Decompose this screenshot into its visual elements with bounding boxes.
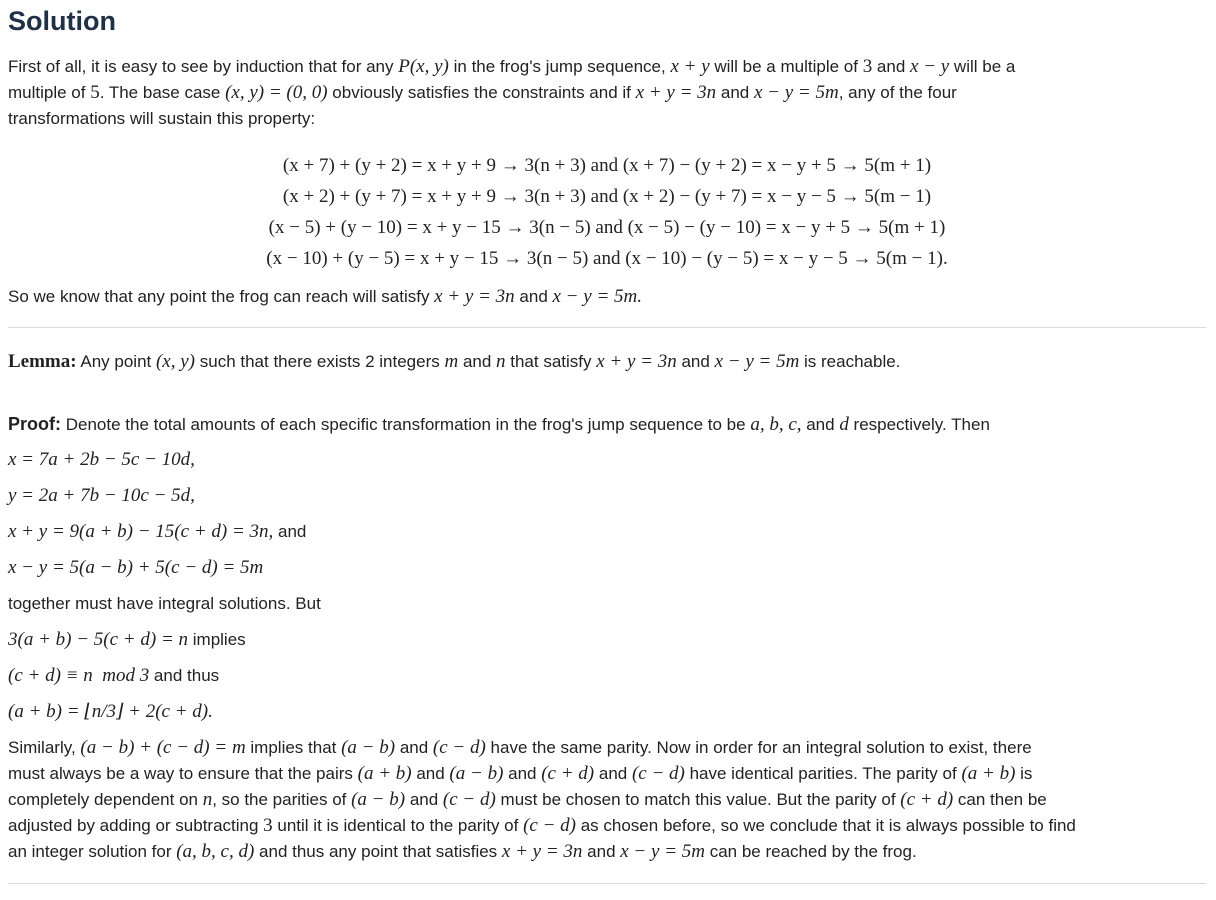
proof-equation (8, 519, 306, 545)
math: x + y = 3n (434, 286, 515, 307)
math: n (496, 351, 506, 372)
text: and (458, 352, 497, 371)
proof-equation (8, 627, 246, 653)
text: and (582, 842, 621, 861)
math: x − y = 5m (620, 841, 705, 862)
math: (c + d) ≡ n mod 3 (8, 665, 150, 686)
text: adjusted by adding or subtracting (8, 816, 264, 835)
text: and (405, 790, 443, 809)
text: that satisfy (505, 352, 597, 371)
text: So we know that any point the frog can reach will satisfy (8, 287, 435, 306)
text: , any of the four (838, 83, 957, 102)
math: a, b, c, (750, 414, 802, 435)
proof-paragraph-line (8, 839, 917, 865)
text: as chosen before, so we conclude that it is always possible to find (576, 816, 1076, 835)
equation-row: (x + 2) + (y + 7) = x + y + 9 → 3(n + 3) and (x + 2) − (y + 7) = x − y − 5 → 5(m − 1) (282, 186, 932, 207)
text: must be chosen to match this value. But the parity of (495, 790, 901, 809)
proof-equation (8, 663, 219, 689)
text: until it is identical to the parity of (272, 816, 524, 835)
text: have the same parity. Now in order for an integral solution to exist, there (485, 738, 1032, 757)
math: (a + b) = ⌊n/3⌋ + 2(c + d). (8, 701, 213, 722)
text: will be a (949, 57, 1016, 76)
text: can be reached by the frog. (704, 842, 917, 861)
math: (c + d) (900, 789, 954, 810)
text: implies that (245, 738, 342, 757)
conclusion-line (8, 284, 642, 310)
lemma-line (8, 349, 900, 375)
text: and (503, 764, 542, 783)
divider (8, 883, 1206, 884)
text: and (411, 764, 450, 783)
text: completely dependent on (8, 790, 203, 809)
proof-paragraph-line (8, 813, 1076, 839)
proof-text: together must have integral solutions. But (8, 594, 321, 613)
math: x + y = 9(a + b) − 15(c + d) = 3n, (8, 521, 274, 542)
proof-paragraph-line (8, 735, 1032, 761)
lemma-label: Lemma: (8, 351, 77, 372)
proof-paragraph-line (8, 761, 1032, 787)
section-heading: Solution (8, 6, 116, 36)
math: (a + b) (961, 763, 1016, 784)
text: can then be (953, 790, 1047, 809)
math: (c − d) (432, 737, 486, 758)
math: P(x, y) (398, 56, 449, 77)
math: x + y (670, 56, 710, 77)
text: and (801, 415, 840, 434)
math: x + y = 3n (635, 82, 717, 103)
math: (x, y) (155, 351, 196, 372)
math: 3 (263, 815, 273, 836)
text: respectively. Then (848, 415, 990, 434)
math: x − y = 5m. (552, 286, 642, 307)
divider (8, 327, 1206, 328)
text: , so the parities of (212, 790, 352, 809)
math: (a − b) (351, 789, 406, 810)
math: (a − b) + (c − d) = m (80, 737, 246, 758)
text: Similarly, (8, 738, 81, 757)
math: x + y = 3n (501, 841, 583, 862)
math: x + y = 3n (596, 351, 677, 372)
text: and (594, 764, 632, 783)
proof-equation (8, 555, 263, 581)
text: is reachable. (799, 352, 901, 371)
math: x − y = 5m (753, 82, 839, 103)
text: and thus any point that satisfies (254, 842, 502, 861)
math: n (202, 789, 213, 810)
text: Any point (76, 352, 156, 371)
proof-label: Proof: (8, 414, 61, 434)
text: and (395, 738, 433, 757)
math: (x, y) = (0, 0) (225, 82, 328, 103)
math: x = 7a + 2b − 5c − 10d, (8, 449, 195, 470)
math: (c − d) (442, 789, 496, 810)
text: in the frog's jump sequence, (448, 57, 671, 76)
math: x − y (910, 56, 950, 77)
proof-paragraph-line (8, 787, 1047, 813)
intro-line-1 (8, 54, 1015, 80)
text: implies (188, 630, 246, 649)
math: (c − d) (631, 763, 685, 784)
math: d (839, 414, 849, 435)
text: Denote the total amounts of each specific transformation in the frog's jump sequence to be (61, 415, 751, 434)
text: must always be a way to ensure that the pairs (8, 764, 358, 783)
math: 5 (90, 82, 100, 103)
equation-row: (x − 5) + (y − 10) = x + y − 15 → 3(n − 5) and (x − 5) − (y − 10) = x − y + 5 → 5(m + 1) (268, 217, 946, 238)
equation-row: (x − 10) + (y − 5) = x + y − 15 → 3(n − 5) and (x − 10) − (y − 5) = x − y − 5 → 5(m − 1). (266, 248, 948, 269)
proof-equation (8, 699, 213, 725)
text: is (1015, 764, 1033, 783)
text: and (872, 57, 911, 76)
math: 3 (862, 56, 873, 77)
math: y = 2a + 7b − 10c − 5d, (8, 485, 195, 506)
text: and (514, 287, 553, 306)
equation-row: (x + 7) + (y + 2) = x + y + 9 → 3(n + 3) and (x + 7) − (y + 2) = x − y + 5 → 5(m + 1) (282, 155, 932, 176)
proof-equation (8, 447, 195, 473)
text: and (716, 83, 754, 102)
math: 3(a + b) − 5(c + d) = n (8, 629, 189, 650)
math: (c − d) (523, 815, 576, 836)
math: (a − b) (449, 763, 504, 784)
math: m (444, 351, 459, 372)
text: and thus (149, 666, 220, 685)
math: (a − b) (341, 737, 396, 758)
text: . The base case (99, 83, 226, 102)
math: (c + d) (541, 763, 595, 784)
text: First of all, it is easy to see by induction that for any (8, 57, 399, 76)
intro-line-2 (8, 80, 957, 106)
intro-line-3: transformations will sustain this property: (8, 109, 316, 128)
proof-intro-line (8, 411, 990, 438)
text: multiple of (8, 83, 91, 102)
math: x − y = 5(a − b) + 5(c − d) = 5m (8, 557, 264, 578)
proof-equation (8, 483, 195, 509)
text: an integer solution for (8, 842, 177, 861)
math: (a, b, c, d) (176, 841, 255, 862)
text: and (273, 522, 307, 541)
math: (a + b) (357, 763, 412, 784)
math: x − y = 5m (714, 351, 800, 372)
text: and (676, 352, 715, 371)
text: obviously satisfies the constraints and if (327, 83, 636, 102)
text: have identical parities. The parity of (684, 764, 962, 783)
text: such that there exists 2 integers (195, 352, 445, 371)
text: will be a multiple of (709, 57, 863, 76)
